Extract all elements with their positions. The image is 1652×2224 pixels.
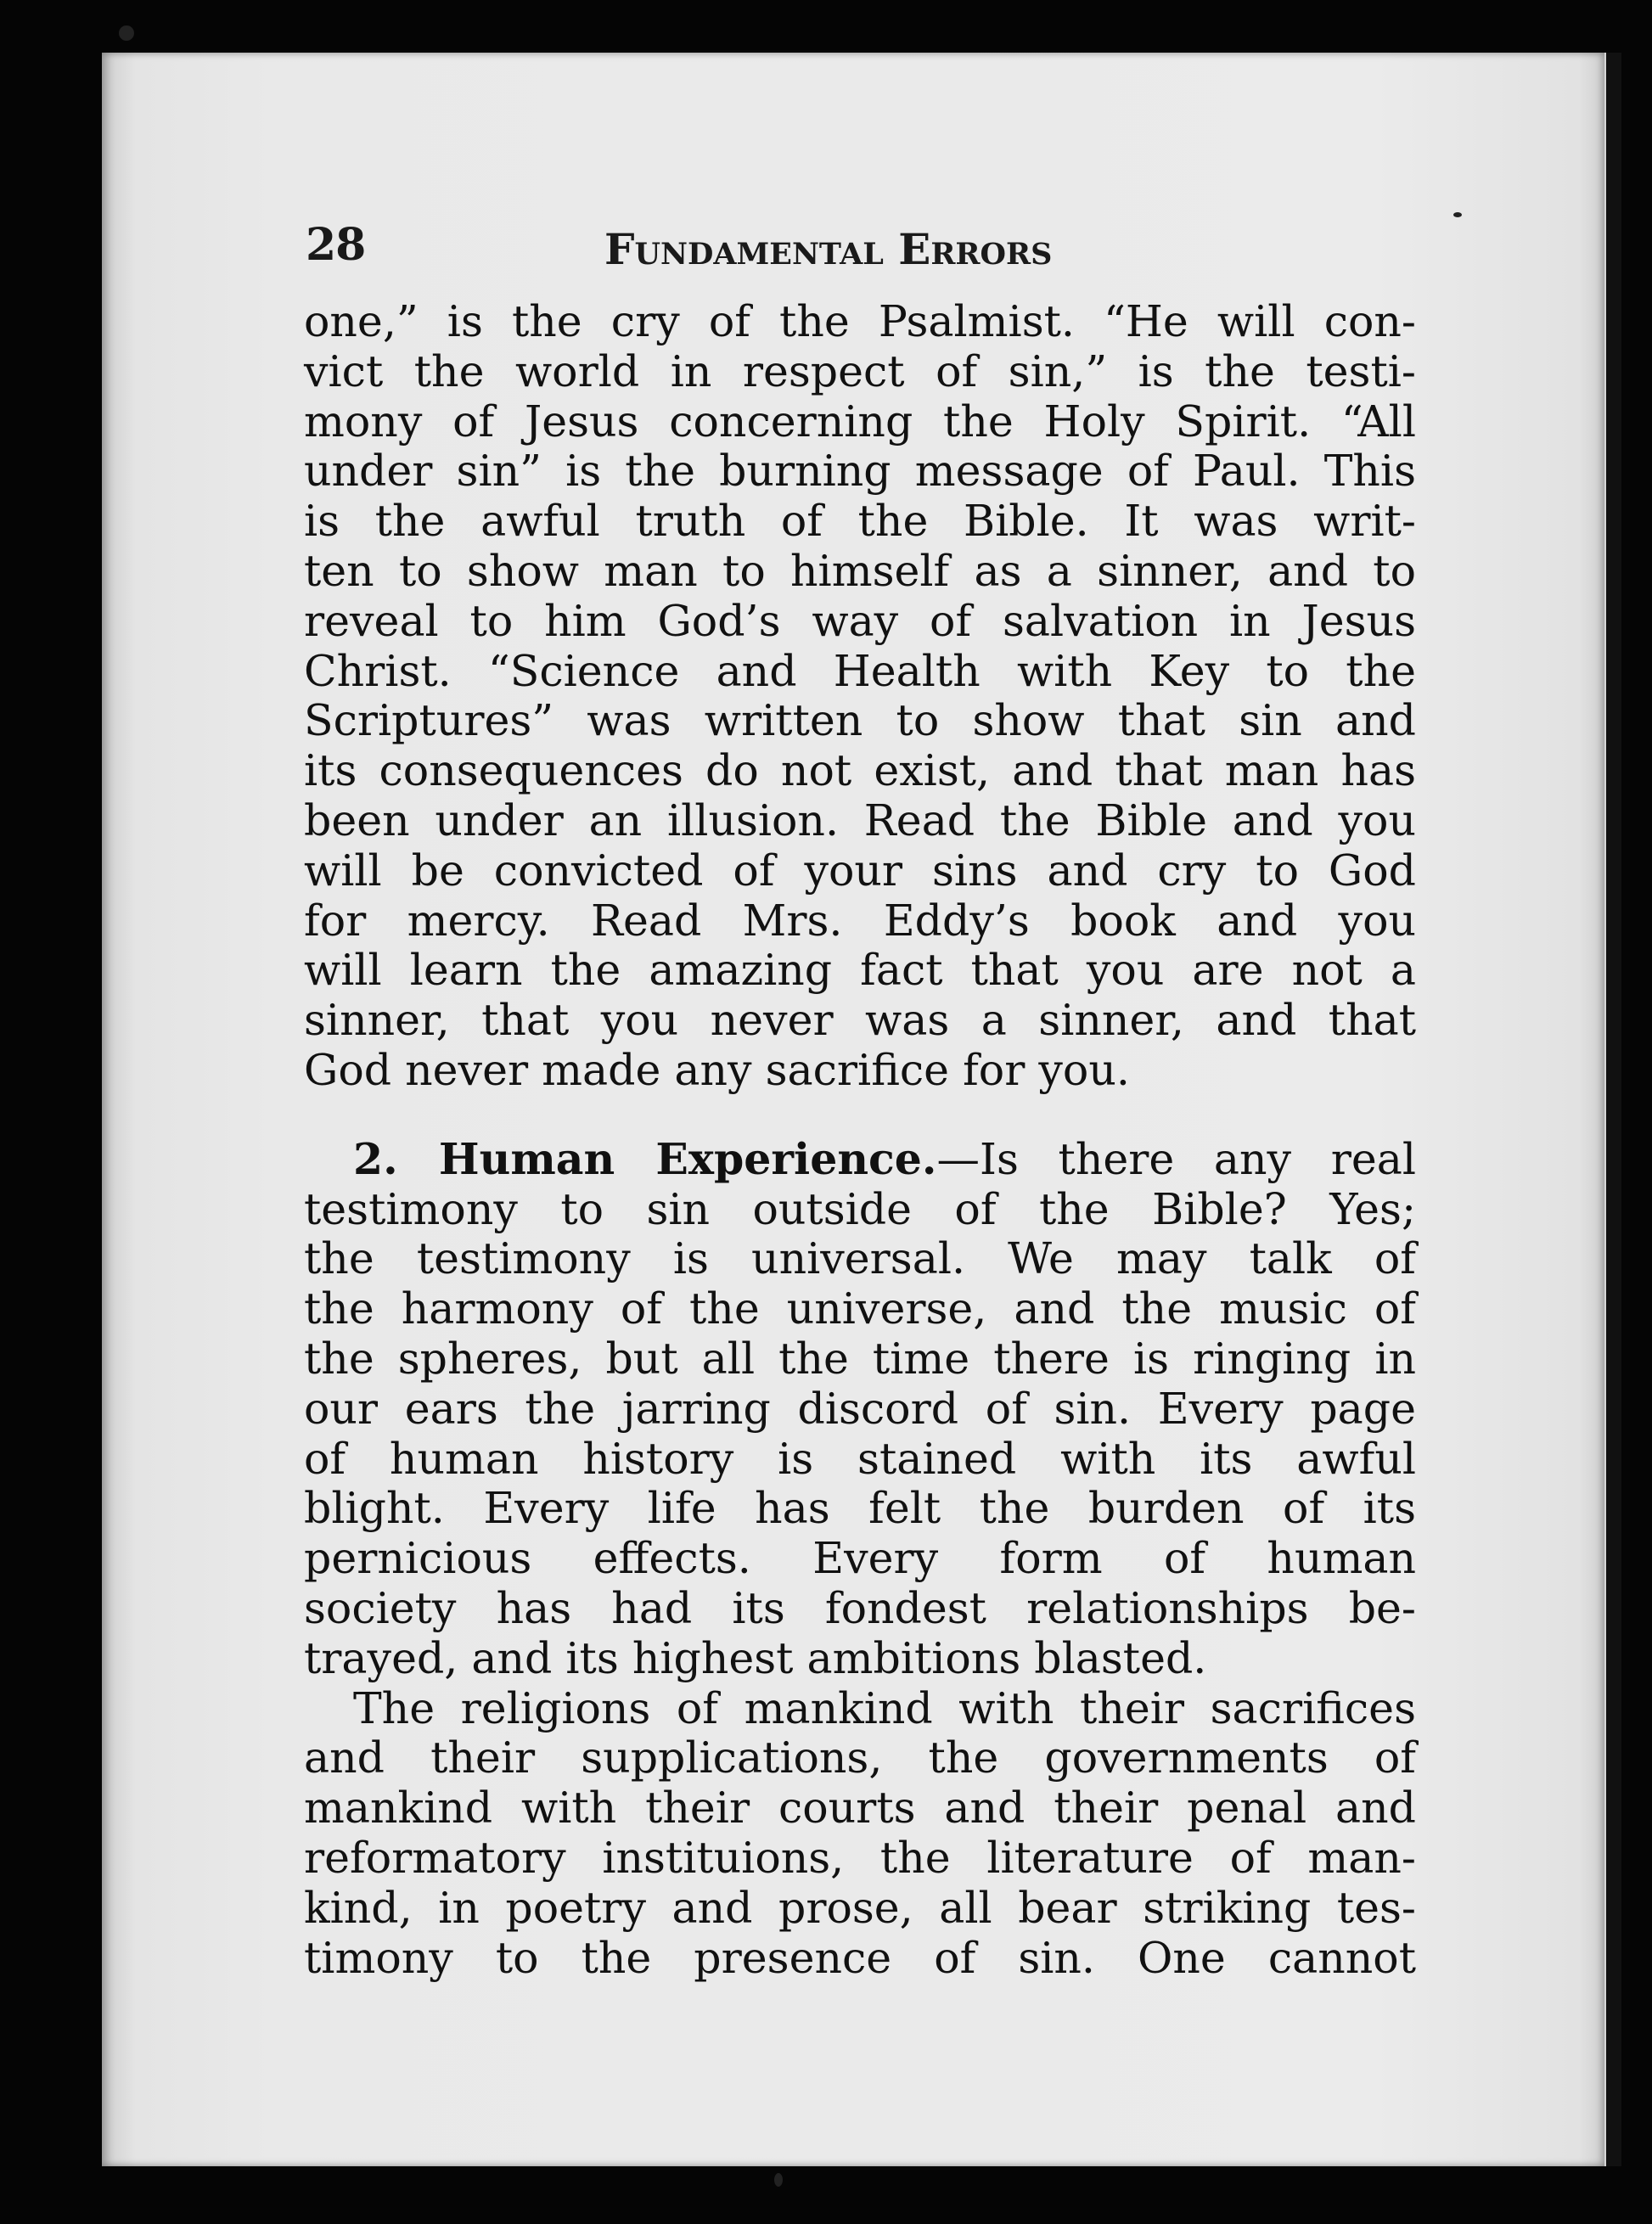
text-line: mony of Jesus concerning the Holy Spirit. “All [304, 396, 1416, 446]
text-line: its consequences do not exist, and that man has [304, 745, 1416, 796]
text-line: is the awful truth of the Bible. It was writ- [304, 496, 1416, 547]
text-line: the spheres, but all the time there is ringing in [304, 1333, 1416, 1384]
text-line: and their supplications, the governments of [304, 1733, 1416, 1783]
text-line: been under an illusion. Read the Bible and you [304, 795, 1416, 845]
text-line: for mercy. Read Mrs. Eddy’s book and you [304, 895, 1416, 946]
text-line: The religions of mankind with their sacrifices [353, 1682, 1416, 1733]
running-title: Fundamental Errors [604, 224, 1053, 274]
text-line: God never made any sacrifice for you. [304, 1044, 1130, 1095]
text-line: trayed, and its highest ambitions blasted. [304, 1632, 1207, 1683]
paragraph [304, 1684, 1416, 1984]
page-number: 28 [306, 219, 366, 271]
text-line: of human history is stained with its awful [304, 1433, 1416, 1484]
paragraph [304, 297, 1416, 1096]
text-line-with-heading [304, 1135, 1416, 1185]
text-line: the testimony is universal. We may talk of [304, 1233, 1416, 1284]
text-line: reformatory instituions, the literature of man- [304, 1832, 1416, 1883]
dust-speck [119, 25, 134, 41]
text-line-rest: —Is there any real [936, 1133, 1416, 1184]
text-line: vict the world in respect of sin,” is the testi- [304, 345, 1416, 396]
text-line: will be convicted of your sins and cry to God [304, 845, 1416, 896]
text-line: Christ. “Science and Health with Key to the [304, 645, 1416, 696]
dust-speck [774, 2173, 783, 2187]
text-line: society has had its fondest relationships be- [304, 1582, 1416, 1633]
text-line: will learn the amazing fact that you are not a [304, 945, 1416, 996]
text-line: our ears the jarring discord of sin. Every page [304, 1383, 1416, 1434]
text-line: testimony to sin outside of the Bible? Yes; [304, 1183, 1416, 1234]
dust-speck [1453, 212, 1462, 217]
text-line: the harmony of the universe, and the music of [304, 1283, 1416, 1334]
text-line: ten to show man to himself as a sinner, and to [304, 545, 1416, 596]
running-head [306, 219, 1138, 278]
text-line: sinner, that you never was a sinner, and that [304, 995, 1416, 1046]
text-line: Scriptures” was written to show that sin and [304, 695, 1416, 746]
text-line: reveal to him God’s way of salvation in Jesus [304, 595, 1416, 646]
section-heading: 2. Human Experience. [353, 1133, 937, 1184]
text-line: kind, in poetry and prose, all bear striking tes- [304, 1882, 1416, 1933]
text-line: mankind with their courts and their penal and [304, 1783, 1416, 1834]
text-line: blight. Every life has felt the burden of its [304, 1483, 1416, 1534]
paragraph-spacer [304, 1096, 1416, 1135]
text-line: pernicious effects. Every form of human [304, 1533, 1416, 1584]
page-edge [1604, 53, 1621, 2166]
text-line: timony to the presence of sin. One cannot [304, 1932, 1416, 1983]
body-text [304, 297, 1416, 1983]
text-line: one,” is the cry of the Psalmist. “He will con- [304, 296, 1416, 346]
text-line: under sin” is the burning message of Paul. This [304, 446, 1416, 497]
paragraph [304, 1135, 1416, 1684]
